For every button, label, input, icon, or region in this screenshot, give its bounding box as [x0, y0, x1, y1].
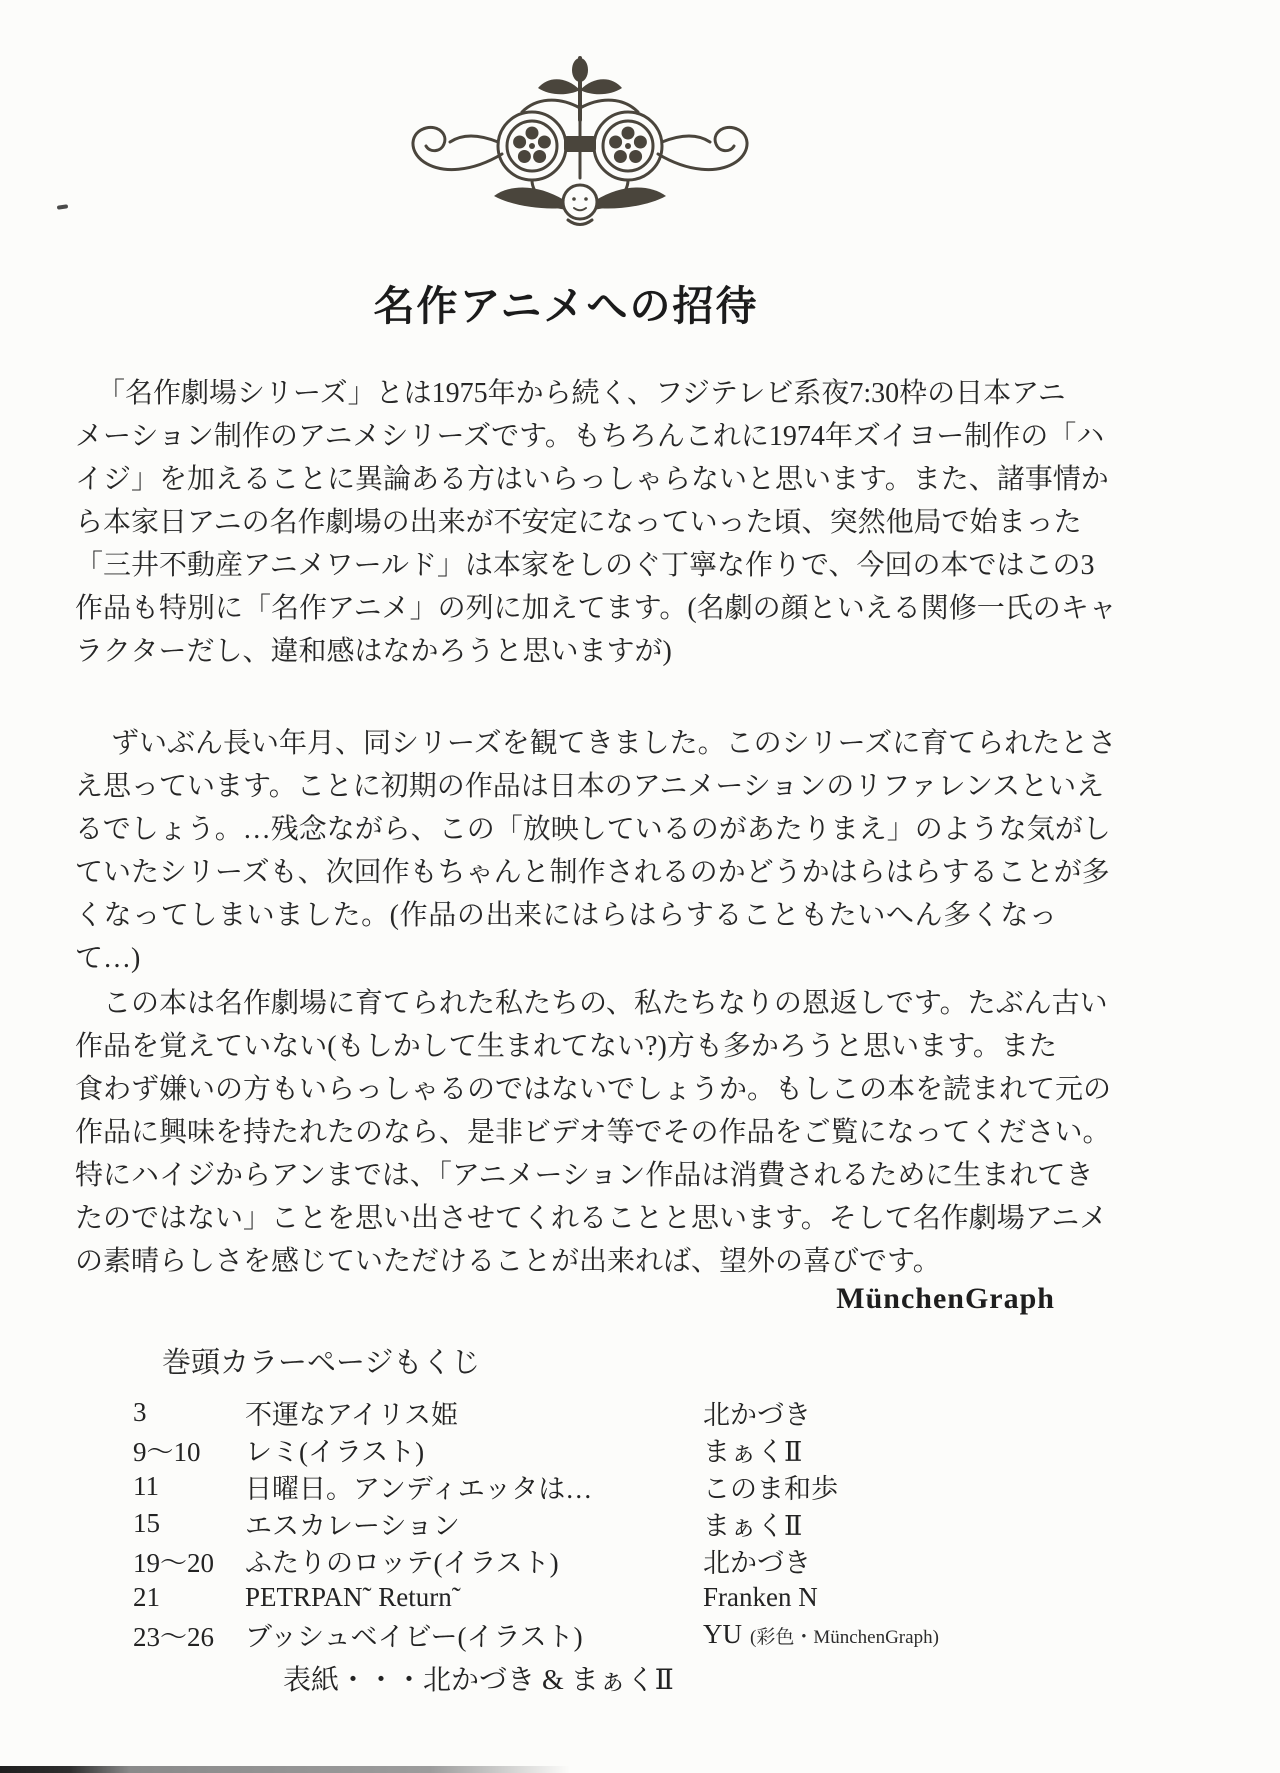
essay-line: 「三井不動産アニメワールド」は本家をしのぐ丁寧な作りで、今回の本ではこの3 [75, 550, 1095, 581]
toc-entry-author: まぁくⅡ [703, 1511, 803, 1541]
toc-page-numbers: 11 [133, 1471, 159, 1501]
cover-credit: 表紙・・・北かづき & まぁくⅡ [283, 1665, 674, 1696]
toc-page-numbers: 21 [133, 1582, 160, 1612]
toc-entry-title: ブッシュベイビー(イラスト) [245, 1622, 583, 1652]
essay-line: 特にハイジからアンまでは、「アニメーション作品は消費されるために生まれてき [75, 1160, 1094, 1191]
toc-row [133, 1579, 1133, 1616]
toc-entry-author: このま和歩 [703, 1474, 838, 1504]
essay-line: ていたシリーズも、次回作もちゃんと制作されるのかどうかはらはらすることが多 [75, 857, 1110, 888]
essay-line: ずいぶん長い年月、同シリーズを観てきました。このシリーズに育てられたとさ [111, 728, 1117, 759]
scan-speck [57, 204, 68, 209]
toc-page-numbers: 15 [133, 1508, 160, 1538]
toc-row [133, 1542, 1133, 1579]
toc-row [133, 1616, 1133, 1653]
toc-page-numbers: 19〜20 [133, 1548, 214, 1578]
toc-entry-title: 不運なアイリス姫 [245, 1400, 459, 1430]
essay-line: るでしょう。…残念ながら、この「放映しているのがあたりまえ」のような気がし [75, 814, 1111, 845]
victorian-scroll-cherub-ornament-icon [398, 50, 762, 235]
toc-row [133, 1394, 1133, 1431]
essay-line: ら本家日アニの名作劇場の出来が不安定になっていった頃、突然他局で始まった [75, 507, 1082, 538]
toc-row [133, 1505, 1133, 1542]
toc-row [133, 1431, 1133, 1468]
toc-entry-title: エスカレーション [245, 1511, 460, 1541]
toc-entry-author: 北かづき [703, 1400, 811, 1430]
toc-entry-author: Franken N [703, 1582, 818, 1612]
essay-line: の素晴らしさを感じていただけることが出来れば、望外の喜びです。 [75, 1246, 941, 1277]
toc-author-name: YU [703, 1619, 742, 1649]
author-signature: MünchenGraph [836, 1282, 1055, 1315]
toc-page-numbers: 3 [133, 1397, 147, 1427]
toc-entry-title: 日曜日。アンディエッタは… [245, 1474, 593, 1504]
toc-row [133, 1468, 1133, 1505]
toc-page-numbers: 23〜26 [133, 1622, 214, 1652]
essay-paragraph-1 [75, 372, 1117, 673]
essay-line: 「名作劇場シリーズ」とは1975年から続く、フジテレビ系夜7:30枠の日本アニ [97, 378, 1066, 409]
essay-paragraph-3 [75, 982, 1112, 1283]
essay-line: この本は名作劇場に育てられた私たちの、私たちなりの恩返しです。たぶん古い [103, 988, 1108, 1019]
toc-list [133, 1394, 1133, 1698]
toc-entry-author: 北かづき [703, 1548, 811, 1578]
essay-line: メーション制作のアニメシリーズです。もちろんこれに1974年ズイヨー制作の「ハ [75, 421, 1105, 452]
essay-line: 作品を覚えていない(もしかして生まれてない?)方も多かろうと思います。また [75, 1031, 1057, 1062]
essay-line: 作品に興味を持たれたのなら、是非ビデオ等でその作品をご覧になってください。 [75, 1117, 1111, 1148]
essay-line: たのではない」ことを思い出させてくれることと思います。そして名作劇場アニメ [75, 1203, 1108, 1234]
toc-entry-author: まぁくⅡ [703, 1437, 803, 1467]
toc-page-numbers: 9〜10 [133, 1437, 201, 1467]
essay-line: え思っています。ことに初期の作品は日本のアニメーションのリファレンスといえ [75, 771, 1105, 802]
toc-entry-author [703, 1619, 1133, 1650]
essay-line: イジ」を加えることに異論ある方はいらっしゃらないと思います。また、諸事情か [75, 464, 1109, 495]
toc-entry-title: PETRPAN˜ Return˜ [245, 1582, 461, 1612]
essay-paragraph-2 [75, 722, 1117, 974]
toc-entry-title: レミ(イラスト) [245, 1437, 425, 1467]
page-title: 名作アニメへの招待 [373, 283, 759, 330]
essay-line: 作品も特別に「名作アニメ」の列に加えてます。(名劇の顔といえる関修一氏のキャ [75, 593, 1117, 624]
essay-line: ラクターだし、違和感はなかろうと思いますが) [75, 636, 672, 667]
toc-entry-title: ふたりのロッテ(イラスト) [245, 1548, 559, 1578]
toc-heading: 巻頭カラーページもくじ [162, 1347, 481, 1379]
essay-line: くなってしまいました。(作品の出来にはらはらすることもたいへん多くなって…) [75, 900, 1057, 974]
scan-bottom-edge [0, 1766, 570, 1773]
toc-author-note: (彩色・MünchenGraph) [750, 1627, 939, 1648]
essay-line: 食わず嫌いの方もいらっしゃるのではないでしょうか。もしこの本を読まれて元の [75, 1074, 1112, 1105]
